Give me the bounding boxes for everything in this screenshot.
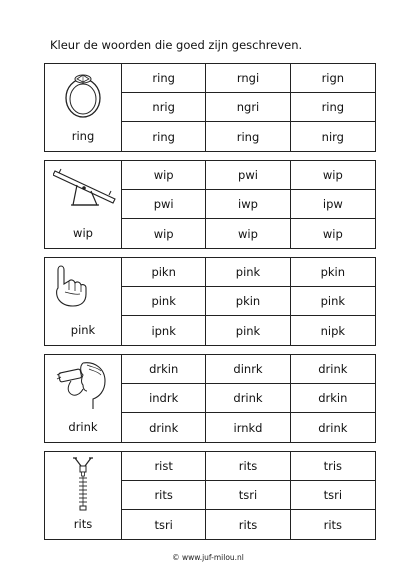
word-option[interactable]: tris: [291, 452, 375, 481]
word-block-drink: [44, 354, 376, 443]
word-block-ring: [44, 63, 376, 152]
word-option[interactable]: indrk: [122, 384, 206, 413]
picture-word: wip: [73, 226, 93, 240]
word-option[interactable]: rngi: [206, 64, 290, 93]
word-options-grid: [122, 452, 375, 539]
word-option[interactable]: wip: [322, 226, 343, 241]
word-option[interactable]: iwp: [206, 190, 290, 219]
zipper-icon: [53, 456, 113, 512]
word-option[interactable]: ring: [122, 122, 206, 151]
word-option[interactable]: drkin: [122, 355, 206, 384]
picture-word: ring: [71, 129, 95, 143]
word-option[interactable]: wip: [206, 219, 290, 248]
word-option[interactable]: tsri: [206, 481, 290, 510]
drinking-person-icon: [53, 359, 113, 411]
picture-cell: [45, 258, 122, 345]
word-option[interactable]: ring: [206, 122, 290, 151]
picture-word: drink: [68, 420, 98, 434]
word-option[interactable]: wip: [291, 161, 375, 190]
word-option[interactable]: pink: [206, 258, 290, 287]
word-option[interactable]: drkin: [291, 384, 375, 413]
word-option[interactable]: wip: [122, 161, 206, 190]
word-option[interactable]: ngri: [206, 93, 290, 122]
word-option[interactable]: nirg: [321, 129, 344, 144]
word-option[interactable]: drink: [122, 413, 206, 442]
word-option[interactable]: pikn: [122, 258, 206, 287]
word-options-grid: [122, 161, 375, 248]
picture-cell: [45, 452, 122, 539]
word-option[interactable]: drink: [291, 355, 375, 384]
word-option[interactable]: pkin: [206, 287, 290, 316]
word-block-pink: [44, 257, 376, 346]
word-option[interactable]: wip: [122, 219, 206, 248]
word-option[interactable]: rist: [122, 452, 206, 481]
word-option[interactable]: pink: [122, 287, 206, 316]
word-option[interactable]: ipnk: [122, 316, 206, 345]
seesaw-icon: [53, 165, 117, 215]
footer-credit: © www.juf-milou.nl: [172, 553, 244, 562]
word-option[interactable]: ring: [291, 93, 375, 122]
word-option[interactable]: tsri: [291, 481, 375, 510]
word-option[interactable]: pwi: [206, 161, 290, 190]
instruction-text: Kleur de woorden die goed zijn geschreven.: [50, 38, 303, 52]
word-option[interactable]: pink: [291, 287, 375, 316]
word-options-grid: [122, 355, 375, 442]
picture-cell: [45, 161, 122, 248]
word-option[interactable]: nipk: [320, 323, 346, 338]
word-option[interactable]: nrig: [122, 93, 206, 122]
ring-icon: [53, 68, 113, 120]
word-options-grid: [122, 258, 375, 345]
word-option[interactable]: drink: [318, 420, 348, 435]
picture-cell: [45, 64, 122, 151]
word-options-grid: [122, 64, 375, 151]
picture-cell: [45, 355, 122, 442]
word-block-rits: [44, 451, 376, 540]
word-option[interactable]: ring: [122, 64, 206, 93]
word-option[interactable]: pwi: [122, 190, 206, 219]
word-option[interactable]: rign: [291, 64, 375, 93]
word-block-wip: [44, 160, 376, 249]
word-option[interactable]: rits: [206, 452, 290, 481]
pinky-hand-icon: [53, 262, 93, 314]
word-option[interactable]: rits: [206, 510, 290, 539]
word-option[interactable]: irnkd: [206, 413, 290, 442]
word-option[interactable]: tsri: [122, 510, 206, 539]
picture-word: rits: [73, 517, 93, 531]
word-option[interactable]: drink: [206, 384, 290, 413]
word-option[interactable]: pkin: [291, 258, 375, 287]
picture-word: pink: [70, 323, 96, 337]
word-option[interactable]: rits: [122, 481, 206, 510]
word-option[interactable]: dinrk: [206, 355, 290, 384]
word-option[interactable]: pink: [206, 316, 290, 345]
word-option[interactable]: rits: [323, 517, 343, 532]
word-option[interactable]: ipw: [291, 190, 375, 219]
